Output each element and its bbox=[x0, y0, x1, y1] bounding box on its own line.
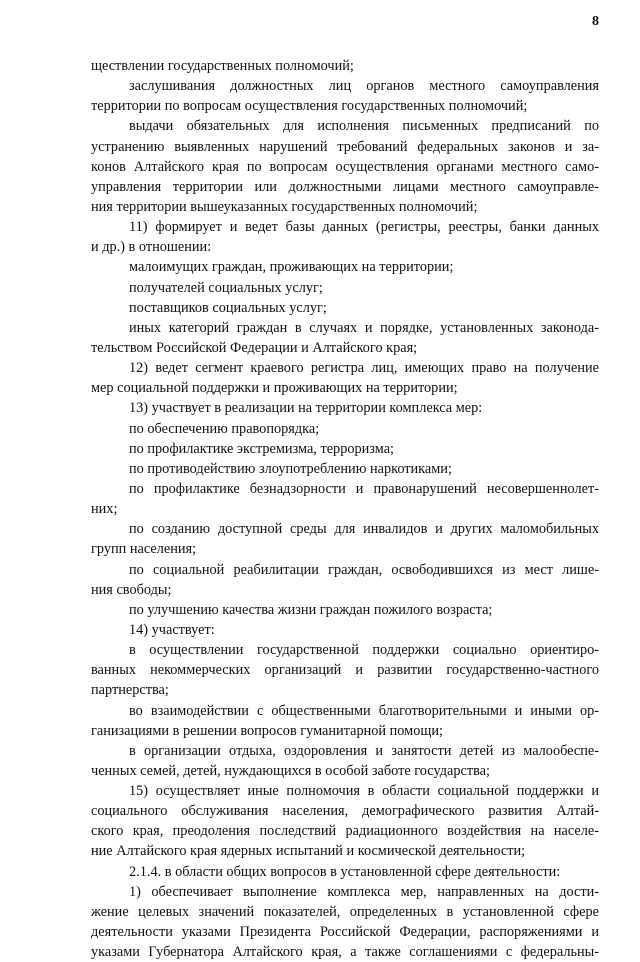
text-line: устранению выявленных нарушений требований федеральных законов и за- bbox=[91, 138, 599, 155]
text-line: по социальной реабилитации граждан, освободившихся из мест лише- bbox=[129, 561, 599, 578]
text-line: малоимущих граждан, проживающих на территории; bbox=[129, 259, 454, 276]
text-line: указами Губернатора Алтайского края, а также соглашениями с федеральны- bbox=[91, 944, 599, 961]
document-body bbox=[91, 56, 599, 962]
text-line: ченных семей, детей, нуждающихся в особой заботе государства; bbox=[91, 762, 490, 779]
text-line: ского края, преодоления последствий радиационного воздействия на населе- bbox=[91, 823, 599, 840]
text-line: деятельности указами Президента Российской Федерации, распоряжениями и bbox=[91, 924, 599, 941]
text-line: в организации отдыха, оздоровления и занятости детей из малообеспе- bbox=[129, 742, 599, 759]
text-line: групп населения; bbox=[91, 541, 197, 558]
text-line: во взаимодействии с общественными благотворительными и иными ор- bbox=[129, 702, 599, 719]
text-line: ванных некоммерческих организаций и развитии государственно-частного bbox=[91, 662, 599, 679]
text-line: 1) обеспечивает выполнение комплекса мер, направленных на дости- bbox=[129, 883, 599, 900]
text-line: в осуществлении государственной поддержки социально ориентиро- bbox=[129, 642, 599, 659]
text-line: них; bbox=[91, 501, 118, 518]
text-line: иных категорий граждан в случаях и порядке, установленных законода- bbox=[129, 319, 599, 336]
text-line: ществлении государственных полномочий; bbox=[91, 58, 354, 74]
page-number: 8 bbox=[592, 14, 599, 29]
text-line: по созданию доступной среды для инвалидов и других маломобильных bbox=[129, 521, 599, 538]
text-line: мер социальной поддержки и проживающих на территории; bbox=[91, 380, 458, 397]
text-line: ганизациями в решении вопросов гуманитарной помощи; bbox=[91, 722, 443, 739]
text-line: заслушивания должностных лиц органов местного самоуправления bbox=[129, 78, 599, 95]
text-line: по обеспечению правопорядка; bbox=[129, 420, 320, 437]
text-line: ния свободы; bbox=[91, 581, 172, 598]
text-line: социального обслуживания населения, демографического развития Алтай- bbox=[91, 803, 599, 820]
text-line: 15) осуществляет иные полномочия в области социальной поддержки и bbox=[129, 783, 599, 800]
text-line: по улучшению качества жизни граждан пожилого возраста; bbox=[129, 601, 493, 618]
text-line: ния территории вышеуказанных государственных полномочий; bbox=[91, 198, 478, 215]
text-line: 14) участвует: bbox=[129, 621, 215, 638]
text-line: и др.) в отношении: bbox=[91, 239, 212, 256]
text-line: получателей социальных услуг; bbox=[129, 279, 323, 296]
text-line: 13) участвует в реализации на территории комплекса мер: bbox=[129, 400, 483, 417]
text-line: поставщиков социальных услуг; bbox=[129, 299, 327, 316]
text-line: 2.1.4. в области общих вопросов в установленной сфере деятельности: bbox=[129, 863, 561, 880]
text-line: тельством Российской Федерации и Алтайского края; bbox=[91, 339, 418, 356]
text-line: партнерства; bbox=[91, 682, 169, 699]
text-line: территории по вопросам осуществления государственных полномочий; bbox=[91, 98, 528, 115]
text-line: конов Алтайского края по вопросам осуществления органами местного само- bbox=[91, 158, 599, 175]
text-line: ние Алтайского края ядерных испытаний и космической деятельности; bbox=[91, 843, 526, 860]
text-line: 11) формирует и ведет базы данных (регистры, реестры, банки данных bbox=[129, 219, 599, 236]
text-line: жение целевых значений показателей, определенных в установленной сфере bbox=[91, 903, 599, 920]
text-line: 12) ведет сегмент краевого регистра лиц, имеющих право на получение bbox=[129, 360, 599, 377]
text-line: по профилактике экстремизма, терроризма; bbox=[129, 440, 395, 457]
text-line: управления территории или должностными лицами местного самоуправле- bbox=[91, 178, 599, 195]
text-line: по профилактике безнадзорности и правонарушений несовершеннолет- bbox=[129, 480, 599, 497]
text-line: выдачи обязательных для исполнения письменных предписаний по bbox=[129, 118, 599, 135]
text-line: по противодействию злоупотреблению наркотиками; bbox=[129, 460, 452, 477]
